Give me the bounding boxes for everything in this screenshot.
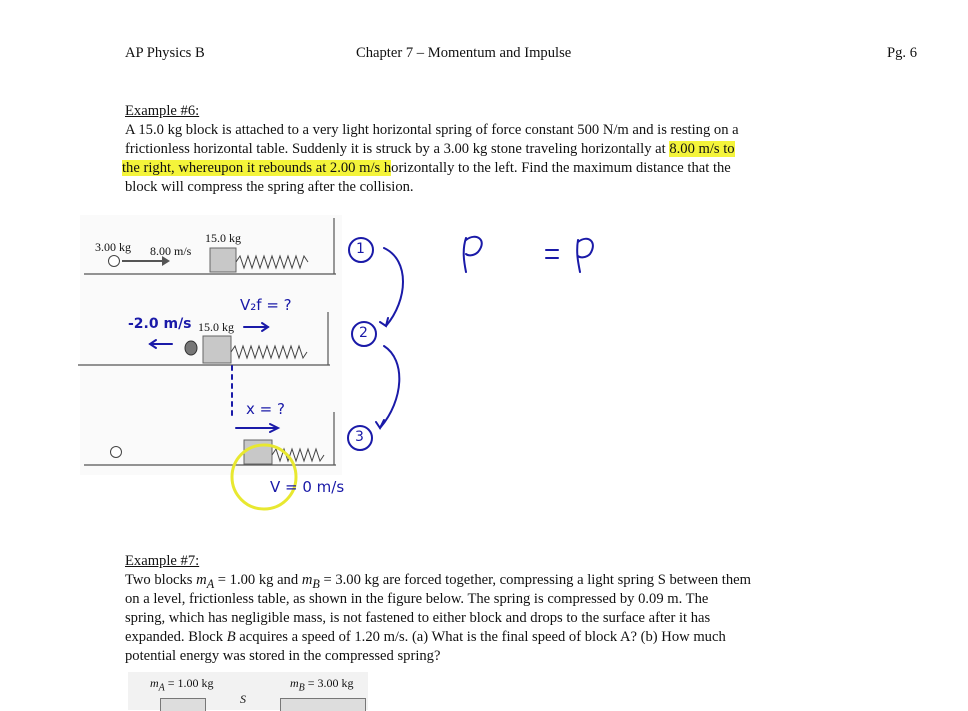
block-mass-label-1: 15.0 kg [205, 231, 241, 245]
stone-3 [111, 447, 122, 458]
v-zero-annotation: V = 0 m/s [270, 478, 345, 496]
momentum-p-initial [464, 237, 482, 272]
stone-speed-label: 8.00 m/s [150, 244, 192, 258]
block-2 [203, 336, 231, 363]
v2f-annotation: V₂f = ? [240, 296, 292, 314]
example7-line2: on a level, frictionless table, as shown in the figure below. The spring is compressed by 0.09 m. The [125, 591, 709, 607]
example6-line4: block will compress the spring after the collision. [125, 179, 414, 195]
momentum-p-final [577, 239, 593, 272]
example6-line1: A 15.0 kg block is attached to a very light horizontal spring of force constant 500 N/m and is resting on a [125, 122, 739, 138]
block-3 [244, 440, 272, 464]
transition-arrow-2 [380, 346, 399, 428]
transition-arrow-1 [384, 248, 403, 326]
figure7-block-b [280, 698, 366, 711]
step2-label: 2 [359, 325, 368, 341]
stone-1 [109, 256, 120, 267]
highlight-speed: 8.00 m/s to [669, 141, 735, 157]
spring-2 [231, 346, 307, 358]
stone-2 [185, 341, 197, 355]
header-course: AP Physics B [125, 45, 205, 61]
figure7-block-a [160, 698, 206, 711]
transition-arrowhead-2 [376, 420, 384, 428]
header-chapter: Chapter 7 – Momentum and Impulse [356, 45, 572, 61]
header-page-number: Pg. 6 [887, 45, 918, 61]
highlight-rebound: the right, whereupon it rebounds at 2.00 m/s h [122, 160, 392, 176]
x-unknown-annotation: x = ? [246, 400, 285, 418]
example7-title: Example #7: [125, 553, 200, 569]
example6-title: Example #6: [125, 103, 200, 119]
example6-line3: the right, whereupon it rebounds at 2.00 m/s horizontally to the left. Find the maximum distance that the [122, 160, 731, 176]
example7-line5: potential energy was stored in the compressed spring? [125, 648, 441, 664]
example7-line3: spring, which has negligible mass, is not fastened to either block and drops to the surface after it has [125, 610, 711, 626]
stone-mass-label: 3.00 kg [95, 240, 131, 254]
step1-label: 1 [356, 241, 365, 257]
figure7-mb-label: $m_B = 3.00$ kg [290, 676, 354, 694]
rebound-speed-annotation: -2.0 m/s [128, 316, 192, 332]
transition-arrowhead-1 [380, 318, 388, 326]
figure7-spring-label: S [240, 692, 246, 706]
example7-line1: Two blocks $m_A = 1.00$ kg and $m_B = 3.00$ kg are forced together, compressing a light spring S between them [125, 572, 751, 591]
block-mass-label-2: 15.0 kg [198, 320, 234, 334]
figure7-ma-label: $m_A = 1.00$ kg [150, 676, 214, 694]
example7-line4: expanded. Block B acquires a speed of 1.20 m/s. (a) What is the final speed of block A? (b) How much [125, 629, 726, 645]
example6-line2: frictionless horizontal table. Suddenly it is struck by a 3.00 kg stone traveling horizontally at 8.00 m/s to [125, 141, 735, 157]
spring-1 [236, 256, 308, 268]
step3-label: 3 [355, 429, 364, 445]
block-1 [210, 248, 236, 272]
